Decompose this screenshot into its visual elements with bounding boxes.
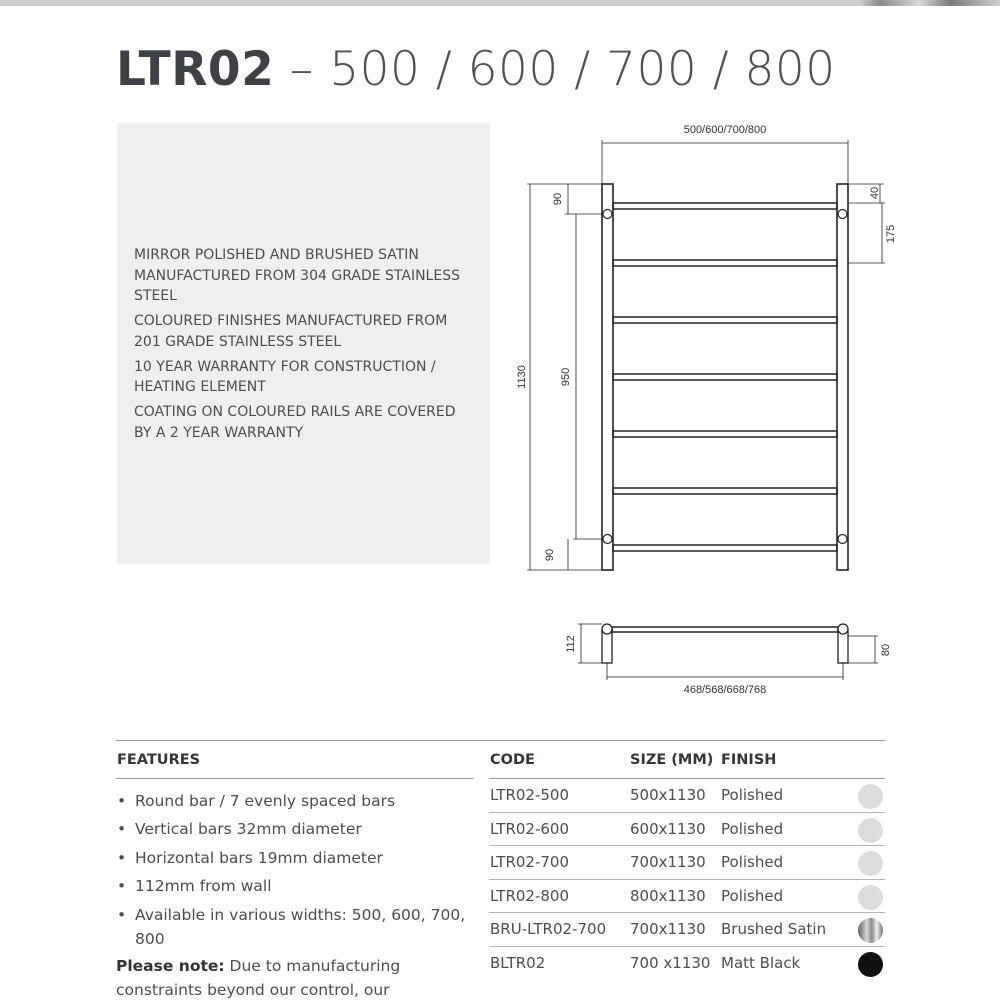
cell-size: 700 x1130 [630,954,711,972]
note-text: Due to manufacturing constraints beyond our control, our [116,956,401,999]
finish-swatch [858,952,883,977]
cell-size: 700x1130 [630,853,706,872]
side-width-label: 468/568/668/768 [683,684,767,696]
cell-finish: Brushed Satin [721,920,827,939]
side-view [578,624,878,680]
bullet: • [117,905,127,924]
cell-size: 800x1130 [630,886,706,905]
top-gap-label: 40 [869,186,881,200]
manufacturing-note [116,954,476,1002]
bullet: • [117,792,127,810]
column-header-finish: FINISH [721,752,777,768]
cell-code: LTR02-700 [490,853,570,872]
width-dimension-label: 500/600/700/800 [683,124,767,136]
info-paragraph: 10 YEAR WARRANTY FOR CONSTRUCTION / HEATING ELEMENT [134,358,436,395]
front-elevation [527,140,885,570]
cell-finish: Polished [721,886,784,905]
feature-item: • Horizontal bars 19mm diameter [116,846,476,870]
info-paragraph: COLOURED FINISHES MANUFACTURED FROM 201 GRADE STAINLESS STEEL [134,313,448,350]
cell-size: 500x1130 [630,786,706,804]
section-divider [116,740,885,741]
finish-swatch [858,784,883,809]
finish-swatch [858,851,883,876]
cell-finish: Polished [721,853,784,872]
cell-code: LTR02-500 [490,786,570,804]
model-sizes: – 500 / 600 / 700 / 800 [274,42,836,97]
horizontal-bars [613,203,837,551]
info-paragraph: COATING ON COLOURED RAILS ARE COVERED BY A 2 YEAR WARRANTY [134,404,456,441]
features-heading: FEATURES [117,752,201,768]
cell-code: LTR02-600 [490,819,570,838]
info-paragraph: MIRROR POLISHED AND BRUSHED SATIN MANUFACTURED FROM 304 GRADE STAINLESS STEEL [134,247,460,304]
features-list [116,789,476,1002]
cell-finish: Polished [721,786,784,804]
cell-code: LTR02-800 [490,886,570,905]
feature-item: • 112mm from wall [116,874,476,898]
top-offset-label: 90 [552,192,564,206]
cell-size: 600x1130 [630,819,706,838]
bullet: • [117,848,127,867]
cell-finish: Polished [721,819,784,838]
bracket-label: 80 [880,643,892,657]
feature-item: • Available in various widths: 500, 600, 700, 800 [116,903,476,951]
table-row [489,779,885,813]
column-header-code: CODE [490,752,535,768]
table-row [489,880,885,914]
bar-span-label: 950 [560,367,572,387]
right-post [837,184,848,570]
features-header-rule [116,778,474,779]
table-row [489,947,885,981]
cell-code: BRU-LTR02-700 [490,920,607,939]
column-header-size: SIZE (MM) [630,752,714,768]
cell-finish: Matt Black [721,954,801,972]
height-dimension-label: 1130 [516,365,528,389]
depth-label: 112 [565,635,577,653]
finish-swatch [858,918,883,943]
feature-item: • Vertical bars 32mm diameter [116,817,476,841]
cell-size: 700x1130 [630,920,706,939]
bullet: • [117,820,127,839]
table-row [489,813,885,847]
model-code: LTR02 [116,42,275,97]
finish-swatch [858,885,883,910]
left-post [602,184,613,570]
front-dimension-labels [516,124,897,561]
bottom-offset-label: 90 [544,548,556,562]
note-label: Please note: [116,956,225,975]
bar-pitch-label: 175 [885,224,897,244]
finish-swatch [858,818,883,843]
feature-item: • Round bar / 7 evenly spaced bars [116,789,476,813]
table-row [489,846,885,880]
table-row [489,913,885,947]
cell-code: BLTR02 [490,954,546,972]
bullet: • [117,877,127,896]
